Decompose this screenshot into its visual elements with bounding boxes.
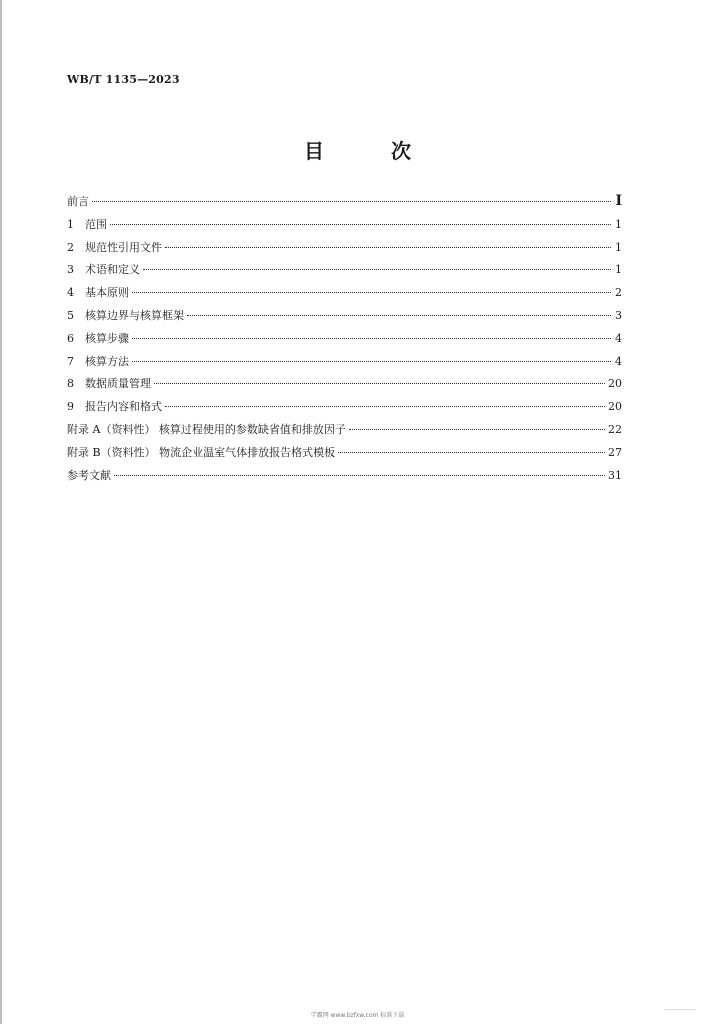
toc-entry-title: 参考文献 bbox=[67, 468, 111, 482]
toc-entry-label bbox=[67, 375, 151, 391]
toc-page-number: 1 bbox=[615, 217, 622, 231]
toc-entry-number: 4 bbox=[67, 286, 74, 300]
document-id: WB/T 1135—2023 bbox=[67, 73, 180, 86]
toc-dot-leader bbox=[154, 383, 605, 384]
toc-entry-label bbox=[67, 330, 129, 346]
toc-entry[interactable] bbox=[67, 307, 622, 330]
toc-dot-leader bbox=[92, 201, 611, 202]
toc-page-number: 20 bbox=[608, 400, 622, 414]
toc-entry-number: 2 bbox=[67, 240, 74, 254]
toc-page-number: 31 bbox=[608, 468, 622, 482]
toc-entry-number: 6 bbox=[67, 331, 74, 345]
toc-page-number: 27 bbox=[608, 445, 622, 459]
toc-entry[interactable] bbox=[67, 353, 622, 376]
toc-entry-title: 附录 A（资料性） 核算过程使用的参数缺省值和排放因子 bbox=[67, 422, 346, 436]
toc-entry-title: 附录 B（资料性） 物流企业温室气体排放报告格式模板 bbox=[67, 445, 336, 459]
toc-entry-label bbox=[67, 284, 129, 300]
toc-entry[interactable] bbox=[67, 193, 622, 216]
toc-dot-leader bbox=[132, 338, 611, 339]
toc-entry[interactable] bbox=[67, 421, 622, 444]
toc-entry-label bbox=[67, 467, 111, 483]
toc-entry-label bbox=[67, 398, 162, 414]
table-of-contents bbox=[67, 193, 622, 489]
toc-dot-leader bbox=[132, 292, 611, 293]
toc-entry-label bbox=[67, 261, 140, 277]
toc-entry[interactable] bbox=[67, 398, 622, 421]
toc-entry-title: 核算步骤 bbox=[85, 331, 129, 345]
toc-entry-title: 术语和定义 bbox=[85, 263, 140, 277]
toc-page-number: 22 bbox=[608, 422, 622, 436]
toc-entry[interactable] bbox=[67, 261, 622, 284]
toc-entry-title: 核算方法 bbox=[85, 354, 129, 368]
toc-entry-label bbox=[67, 353, 129, 369]
toc-entry-label bbox=[67, 421, 346, 437]
toc-dot-leader bbox=[110, 224, 611, 225]
toc-entry-label bbox=[67, 216, 107, 232]
toc-page-number: 1 bbox=[615, 240, 622, 254]
toc-entry-title: 规范性引用文件 bbox=[85, 240, 162, 254]
footer-watermark: 学霸网 www.bzfxw.com 标准下载 bbox=[310, 1012, 405, 1019]
footer-divider bbox=[665, 1009, 695, 1010]
toc-dot-leader bbox=[114, 475, 605, 476]
toc-entry-number: 1 bbox=[67, 217, 74, 231]
toc-entry-title: 基本原则 bbox=[85, 286, 129, 300]
toc-entry[interactable] bbox=[67, 330, 622, 353]
toc-entry-title: 范围 bbox=[85, 217, 107, 231]
toc-entry-title: 报告内容和格式 bbox=[85, 400, 162, 414]
toc-page-number: 3 bbox=[615, 308, 622, 322]
toc-entry[interactable] bbox=[67, 216, 622, 239]
toc-dot-leader bbox=[349, 429, 605, 430]
toc-entry-number: 7 bbox=[67, 354, 74, 368]
toc-dot-leader bbox=[187, 315, 611, 316]
toc-entry[interactable] bbox=[67, 444, 622, 467]
toc-page-number: 4 bbox=[615, 354, 622, 368]
toc-entry-title: 核算边界与核算框架 bbox=[85, 308, 184, 322]
toc-entry-label bbox=[67, 307, 184, 323]
toc-page-number: 20 bbox=[608, 377, 622, 391]
toc-entry-title: 前言 bbox=[67, 195, 89, 208]
toc-entry-number: 5 bbox=[67, 308, 74, 322]
toc-entry-label bbox=[67, 239, 162, 255]
toc-entry-number: 3 bbox=[67, 263, 74, 277]
toc-entry[interactable] bbox=[67, 467, 622, 490]
toc-dot-leader bbox=[338, 452, 605, 453]
toc-page-number: 2 bbox=[615, 286, 622, 300]
toc-entry-label bbox=[67, 193, 89, 209]
toc-entry[interactable] bbox=[67, 375, 622, 398]
toc-dot-leader bbox=[165, 406, 605, 407]
toc-page-number: 4 bbox=[615, 331, 622, 345]
toc-dot-leader bbox=[165, 247, 611, 248]
toc-page-number: 1 bbox=[615, 263, 622, 277]
toc-entry-number: 8 bbox=[67, 377, 74, 391]
toc-entry[interactable] bbox=[67, 239, 622, 262]
toc-dot-leader bbox=[143, 269, 611, 270]
toc-entry-title: 数据质量管理 bbox=[85, 377, 151, 391]
toc-entry-label bbox=[67, 444, 335, 460]
toc-entry-number: 9 bbox=[67, 400, 74, 414]
toc-entry[interactable] bbox=[67, 284, 622, 307]
toc-page-number: I bbox=[615, 193, 622, 209]
toc-dot-leader bbox=[132, 361, 611, 362]
page-title: 目 次 bbox=[304, 139, 441, 163]
